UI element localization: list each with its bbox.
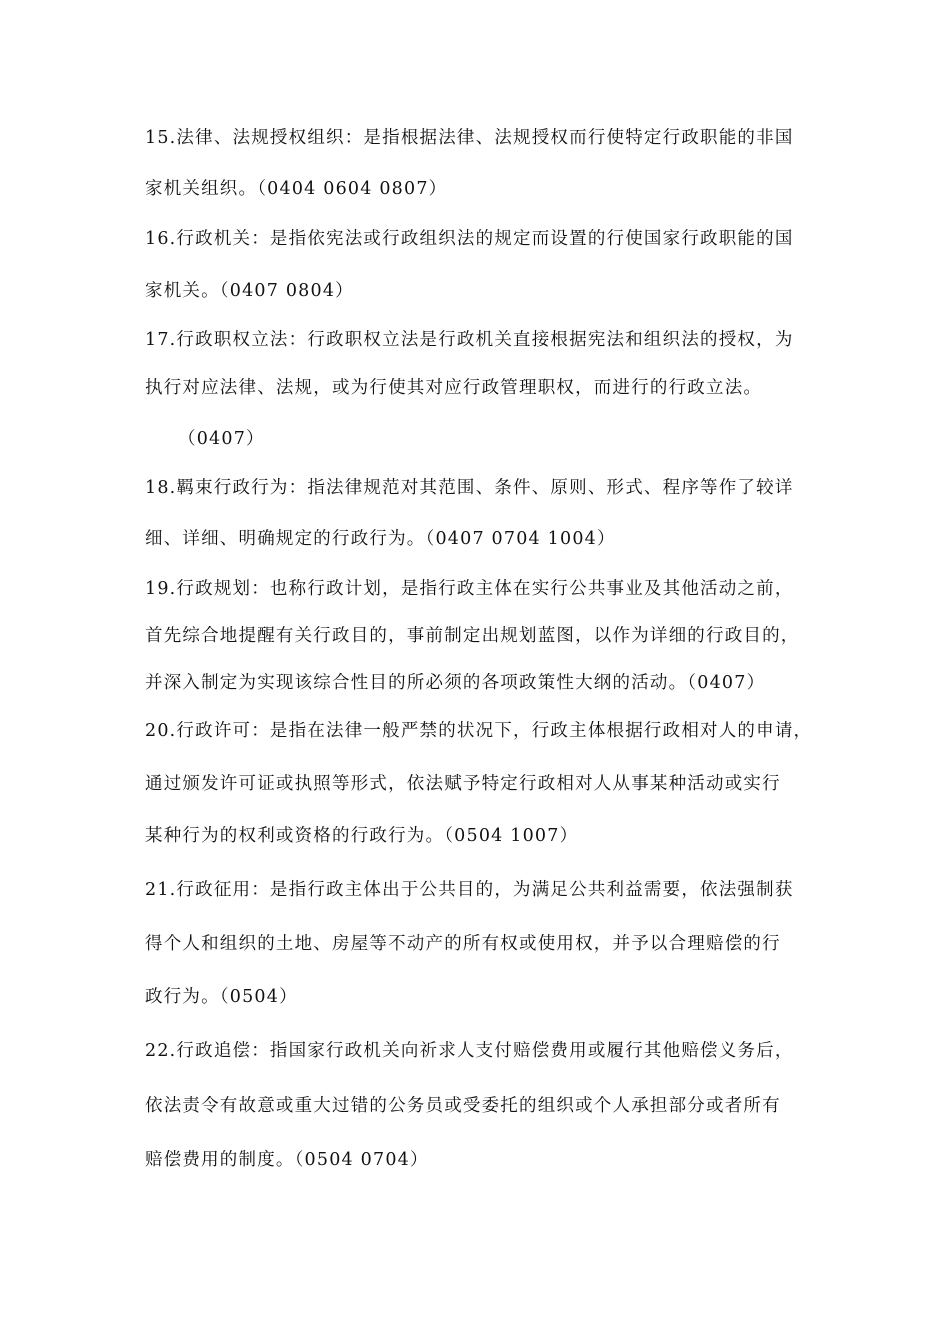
entry-16-line-1: 16.行政机关：是指依宪法或行政组织法的规定而设置的行使国家行政职能的国 [145, 229, 794, 249]
entry-22-line-2: 依法责令有故意或重大过错的公务员或受委托的组织或个人承担部分或者所有 [145, 1096, 781, 1116]
entry-17-line-1: 17.行政职权立法：行政职权立法是行政机关直接根据宪法和组织法的授权，为 [145, 330, 794, 350]
entry-18-line-1: 18.羁束行政行为：指法律规范对其范围、条件、原则、形式、程序等作了较详 [145, 478, 794, 498]
entry-21-line-2: 得个人和组织的土地、房屋等不动产的所有权或使用权，并予以合理赔偿的行 [145, 934, 781, 954]
entry-21-line-3: 政行为。（0504） [145, 987, 298, 1007]
entry-19-line-1: 19.行政规划：也称行政计划，是指行政主体在实行公共事业及其他活动之前， [145, 579, 794, 599]
entry-19-line-2: 首先综合地提醒有关行政目的，事前制定出规划蓝图，以作为详细的行政目的， [145, 626, 800, 646]
entry-16-line-2: 家机关。（0407 0804） [145, 281, 354, 301]
entry-20-line-3: 某种行为的权利或资格的行政行为。（0504 1007） [145, 826, 579, 846]
entry-17-line-2: 执行对应法律、法规，或为行使其对应行政管理职权，而进行的行政立法。 [145, 378, 763, 398]
entry-19-line-3: 并深入制定为实现该综合性目的所必须的各项政策性大纲的活动。（0407） [145, 673, 766, 693]
entry-18-line-2: 细、详细、明确规定的行政行为。（0407 0704 1004） [145, 529, 616, 549]
entry-20-line-2: 通过颁发许可证或执照等形式，依法赋予特定行政相对人从事某种活动或实行 [145, 774, 781, 794]
entry-17-line-3: （0407） [178, 429, 265, 449]
entry-21-line-1: 21.行政征用：是指行政主体出于公共目的，为满足公共利益需要，依法强制获 [145, 880, 794, 900]
entry-15-line-2: 家机关组织。（0404 0604 0807） [145, 179, 448, 199]
entry-15-line-1: 15.法律、法规授权组织：是指根据法律、法规授权而行使特定行政职能的非国 [145, 128, 794, 148]
entry-22-line-3: 赔偿费用的制度。（0504 0704） [145, 1150, 429, 1170]
entry-22-line-1: 22.行政追偿：指国家行政机关向祈求人支付赔偿费用或履行其他赔偿义务后， [145, 1041, 794, 1061]
entry-20-line-1: 20.行政许可：是指在法律一般严禁的状况下，行政主体根据行政相对人的申请， [145, 721, 813, 741]
